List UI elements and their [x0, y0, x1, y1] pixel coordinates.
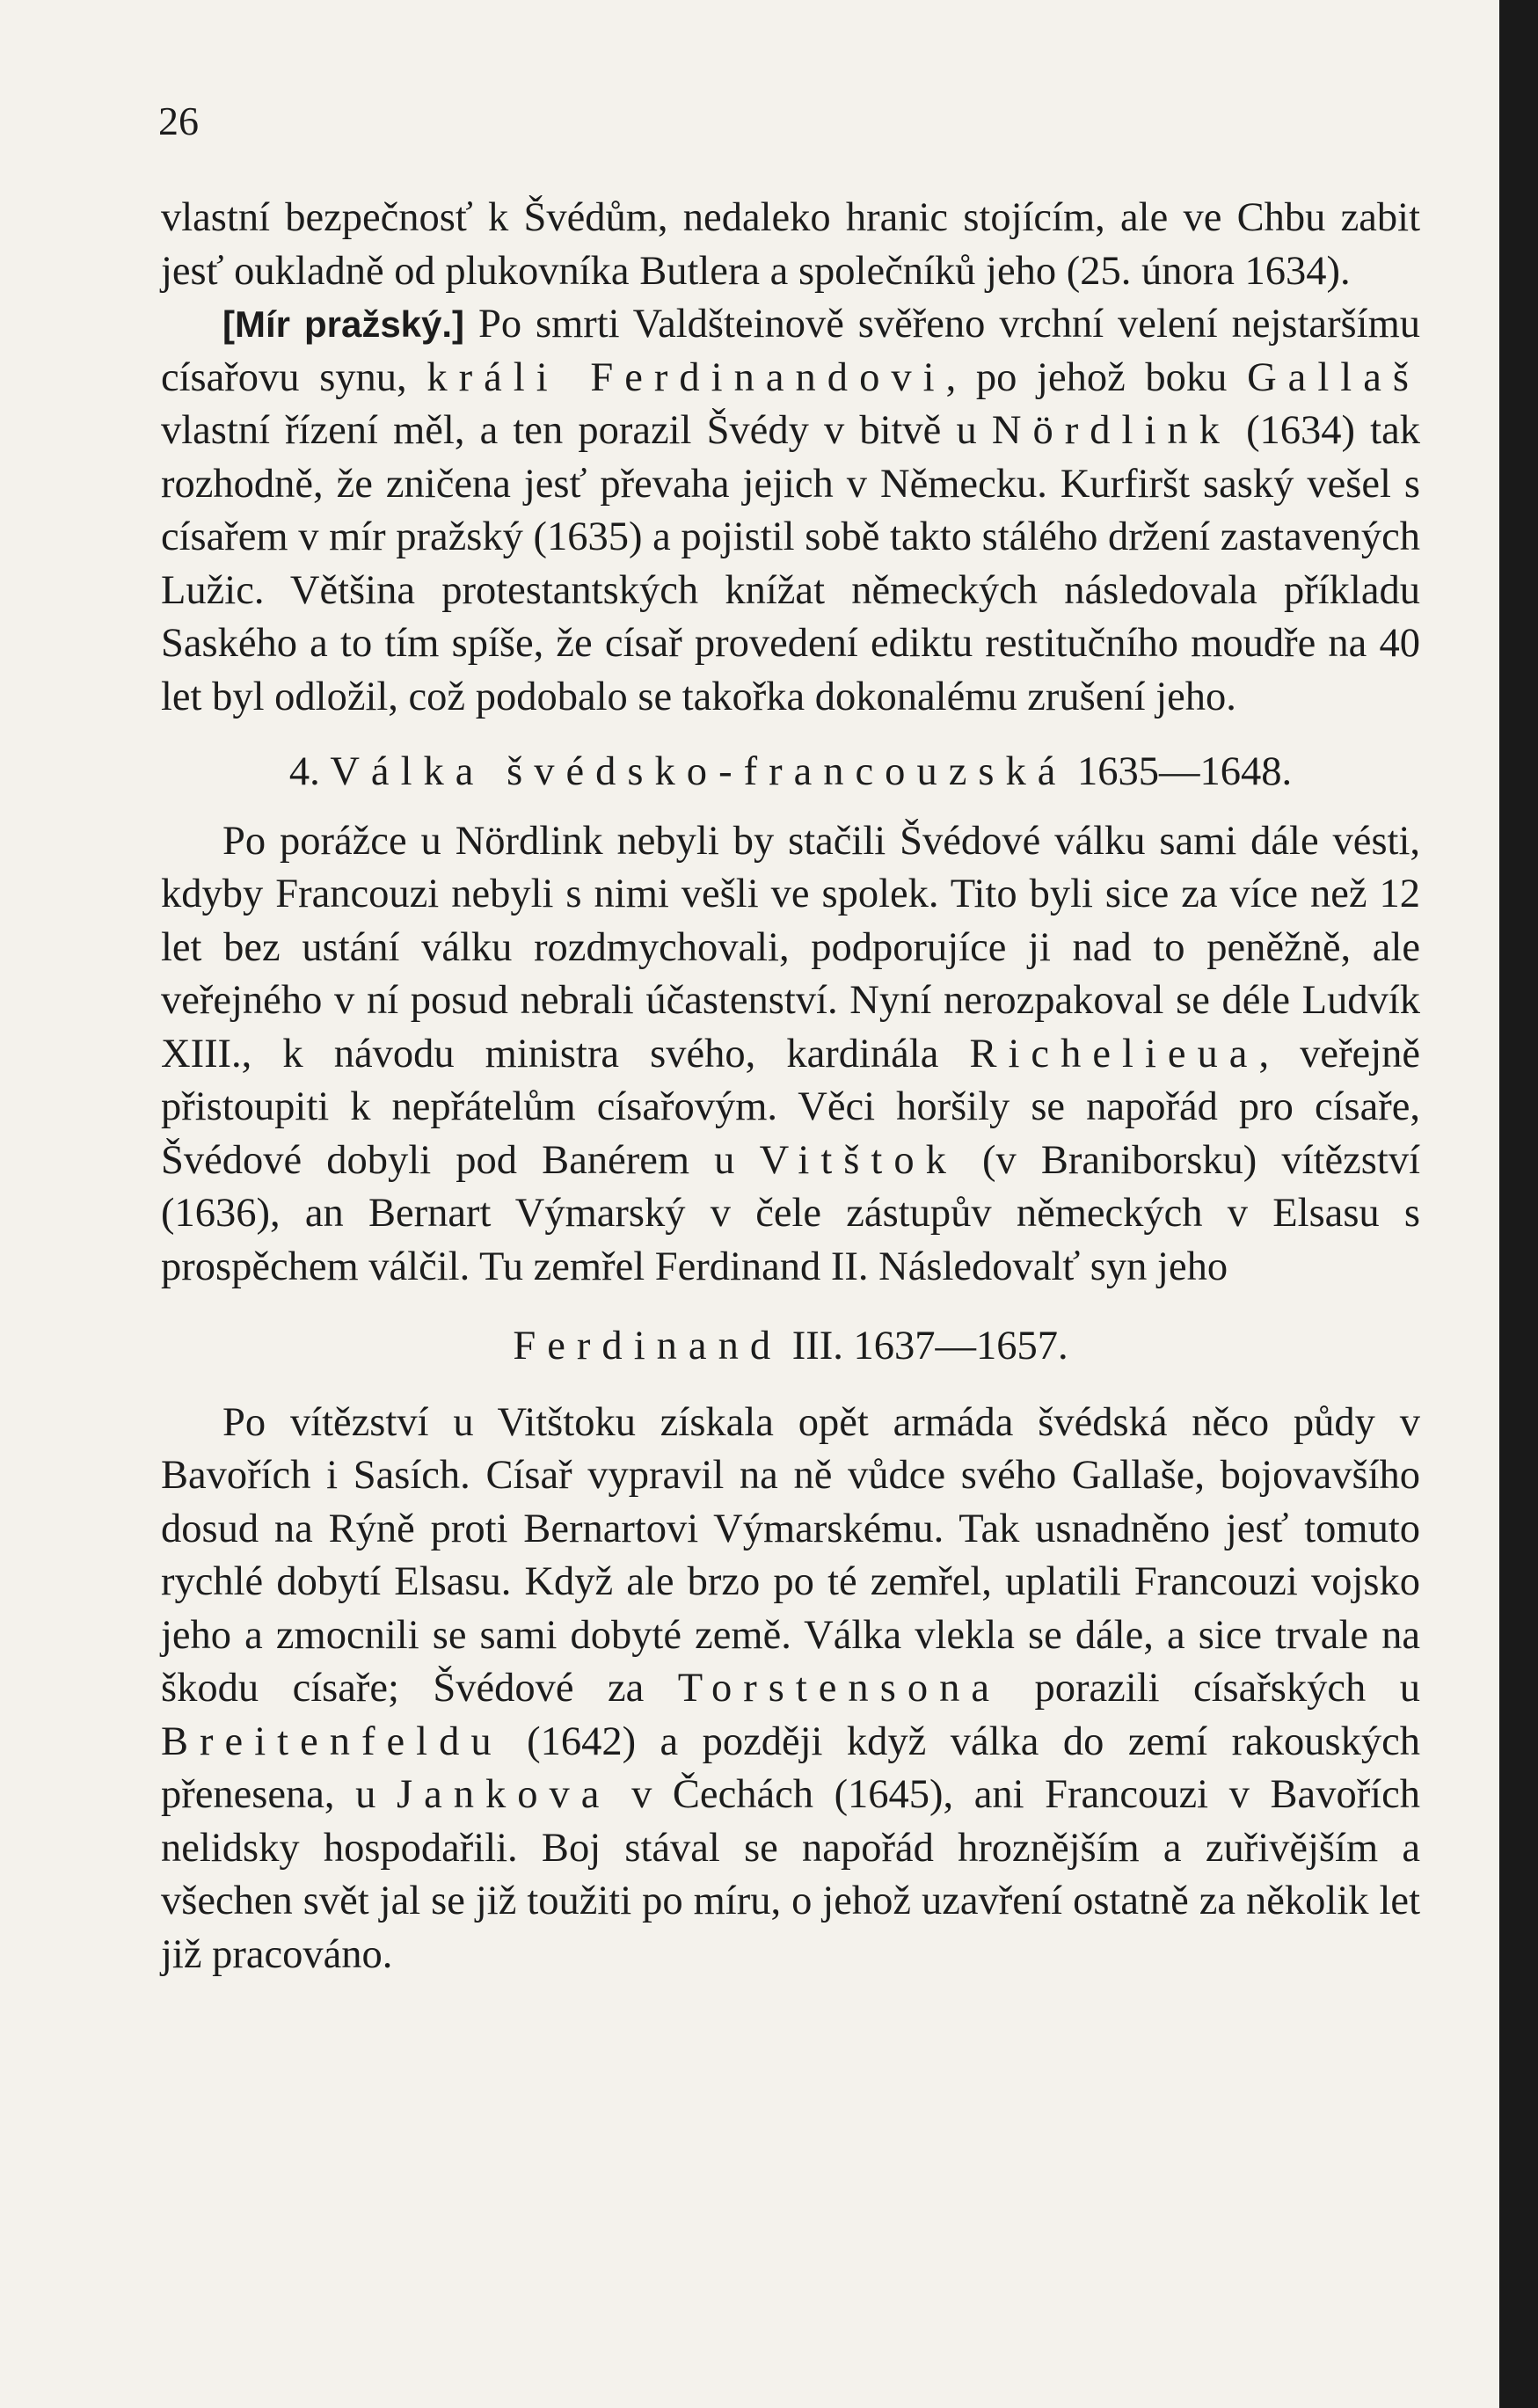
paragraph-1: vlastní bezpečnosť k Švédům, nedaleko hranic stojícím, ale ve Chbu zabit jesť oukladně od plukovníka Butlera a společníků jeho (25. února 1634).: [161, 195, 1420, 294]
spaced-name-ferdinand: králi Ferdinandovi: [426, 354, 946, 400]
spaced-name-torstenson: Torstensona: [677, 1666, 1002, 1711]
page-number: 26: [158, 99, 199, 143]
section-heading-4: 4. Válka švédsko-francouzská 1635—1648.: [288, 749, 1293, 794]
section-label-mir-prazsky: [Mír pražský.]: [222, 303, 465, 345]
section-heading-ferdinand-iii: Ferdinand III. 1637—1657.: [513, 1324, 1068, 1368]
spaced-name-breitenfeld: Breitenfeldu: [161, 1718, 503, 1764]
paragraph-2: [Mír pražský.] Po smrti Valdšteinově svěřeno vrchní velení nejstaršímu císařovu synu, králi Ferdinandovi, po jehož boku Gallaš vlastní řízení měl, a ten porazil Švédy v bitvě u Nördlink (1634) tak rozhodně, že zničena jesť převaha jejich v Německu. Kurfiršt saský vešel s císařem v mír pražský (1635) a pojistil sobě takto stálého držení zastavených Lužic. Většina protestantských knížat německých následovala příkladu Saského a to tím spíše, že císař provedení ediktu restitučního moudře na 40 let byl odložil, což podobalo se takořka dokonalému zrušení jeho.: [161, 302, 1421, 719]
page-text: [161, 192, 1420, 1981]
spaced-name-vitstok: Vitštok: [759, 1137, 958, 1183]
spaced-name-jankov: Jankova: [396, 1772, 611, 1817]
spaced-name-gallas: Gallaš: [1247, 354, 1420, 400]
spaced-name-richelieu: Richelieua: [969, 1031, 1259, 1076]
paragraph-4: Po vítězství u Vitštoku získala opět armáda švédská něco půdy v Bavořích i Sasích. Císař vypravil na ně vůdce svého Gallaše, bojovavšího dosud na Rýně proti Bernartovi Výmarskému. Tak usnadněno jesť tomuto rychlé dobytí Elsasu. Když ale brzo po té zemřel, uplatili Francouzi vojsko jeho a zmocnili se sami dobyté země. Válka vlekla se dále, a sice trvale na škodu císaře; Švédové za Torstensona porazili císařských u Breitenfeldu (1642) a později když válka do zemí rakouských přenesena, u Jankova v Čechách (1645), ani Francouzi v Bavořích nelidsky hospodařili. Boj stával se napořád hroznějším a zuřivějším a všechen svět jal se již toužiti po míru, o jehož uzavření ostatně za několik let již pracováno.: [161, 1399, 1420, 1977]
paragraph-3: Po porážce u Nördlink nebyli by stačili Švédové válku sami dále vésti, kdyby Francouzi nebyli s nimi vešli ve spolek. Tito byli sice za více než 12 let bez ustání válku rozdmychovali, podporujíce ji nad to peněžně, ale veřejného v ní posud nebrali účastenství. Nyní nerozpakoval se déle Ludvík XIII., k návodu ministra svého, kardinála Richelieua, veřejně přistoupiti k nepřátelům císařovým. Věci horšily se napořád pro císaře, Švédové dobyli pod Banérem u Vitštok (v Braniborsku) vítězství (1636), an Bernart Výmarský v čele zástupův německých v Elsasu s prospěchem válčil. Tu zemřel Ferdinand II. Následovalť syn jeho: [161, 818, 1420, 1289]
spaced-name-nordlink: Nördlink: [991, 408, 1231, 453]
